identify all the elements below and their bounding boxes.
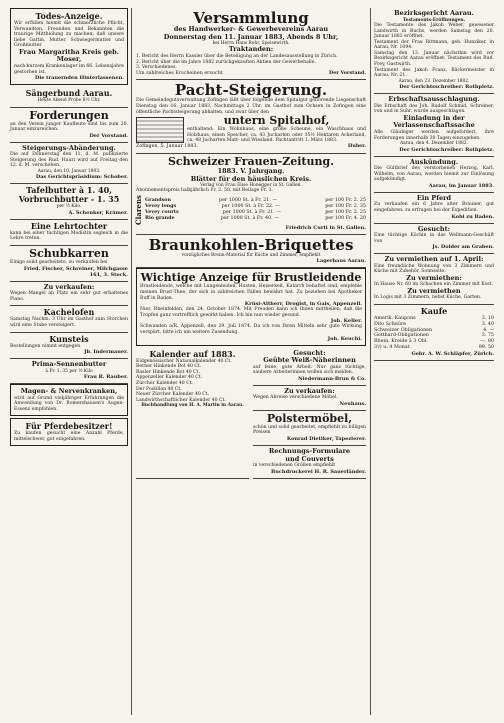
ad-title: Gesucht:	[417, 224, 451, 233]
ad-item: 2. Bericht über die im Jahre 1882 zurückgekauften Aktien der Gewerbehalle.	[136, 59, 316, 65]
ad-text: Die Erbschaft des Joh. Rudolf Schmid, Schreiner, von und in Suhr, wurde ausgeschlagen.	[374, 103, 494, 115]
ad-title: Sängerbund Aarau.	[25, 88, 113, 99]
price-cell: Vevey longs	[145, 203, 177, 210]
kalender-list	[136, 359, 249, 404]
ad-text: an den Verein junger Kaufleute sind bis zum 20. Januar einzureichen.	[10, 121, 128, 133]
ad-text: Bestellungen nimmt entgegen	[10, 343, 81, 349]
column-divider	[370, 8, 371, 715]
kaufe-cell: —. 80	[480, 339, 494, 345]
kalender-item: Der Postillon 40 Ct.	[136, 386, 182, 392]
ad-item: 1. Bericht des Herrn Kassier über die Beteiligung an der Landesausstellung in Zürich.	[136, 53, 338, 59]
ad-signature: Konrad Dietiker, Tapezierer.	[286, 436, 366, 443]
ad-title: Todes-Anzeige.	[35, 11, 103, 21]
ad-item: Testament des Jakob Franz, Bäckermeister in Aarau, Nr. 21.	[374, 67, 494, 79]
ad-title: Einladung in der Verlassenschaftssache	[393, 113, 475, 130]
ad-text: schön und solid gearbeitet, empfiehlt zu billigen Preisen	[253, 424, 366, 436]
kaufe-cell: Schweizer Obligationen	[374, 327, 433, 333]
ad-footer	[136, 71, 366, 77]
ad-title: Prima-Sennenbutter	[31, 360, 107, 369]
ad-side-label: Clarens	[134, 195, 143, 226]
ad-text: Heute Abend Probe 8½ Uhr.	[37, 98, 101, 104]
ad-title: Steigerungs-Abänderung.	[22, 143, 116, 152]
ad-title: Wichtige Anzeige für Brustleidende	[140, 271, 362, 285]
erbschaft-ad	[374, 94, 494, 156]
ad-signature: Gebr. A. W. Schläpfer, Zürich.	[411, 350, 494, 357]
kaufe-cell: Gotthard-Obligationen	[374, 333, 429, 339]
ad-subtitle: vorzügliches Brenn-Material für Küche und Zimmer, empfiehlt	[181, 253, 321, 259]
price-cell: per 100 Fr. 2. 25	[325, 198, 366, 204]
ad-signature: Der Vorstand.	[329, 69, 366, 76]
kaufe-ad	[374, 305, 494, 361]
ad-item: Die Testamente des Jakob Weber, gewesener Landwirth in Buchs, werden Samstag den 20. Januar 1883 eröffnet.	[374, 22, 494, 40]
frauen-zeitung-ad	[136, 154, 366, 235]
ad-subtitle: Testaments-Eröffnungen.	[402, 17, 466, 23]
ad-title: Forderungen	[29, 108, 109, 122]
ad-text: Wegen Abreise verschiedene Möbel.	[253, 395, 338, 401]
ad-subtitle: und Couverts	[285, 454, 334, 463]
ad-signature: Der Gerichtsschreiber: Rothpletz.	[399, 84, 494, 91]
kalender-item: Zürcher Kalender 40 Ct.	[136, 380, 194, 386]
ad-footer	[136, 144, 366, 150]
ad-text: Die Gemeindegutsverwaltung Zofingen läßt über folgende dem Spitalgut gehörende Liegenschaft Dienstag den 16. Januar 1883, Nachmittags 2 Uhr, im Gasthof zum Ochsen in Zofingen eine öffentliche Pachtsteigerung abhalten, und zwar über den	[136, 98, 366, 115]
tafelbutter-ad	[10, 184, 128, 219]
ad-signature: Lagerhaus Aarau.	[316, 258, 366, 265]
cigar-prices	[136, 195, 366, 225]
ad-text: in verschiedenen Größen empfiehlt	[253, 463, 336, 469]
pferd-ad	[374, 193, 494, 224]
ad-signature: Kobi zu Baden.	[451, 213, 494, 220]
ad-subtitle: 1883. V. Jahrgang.	[217, 167, 285, 176]
ad-signature: Buchhandlung von H. A. Martin in Aarau.	[141, 403, 244, 409]
ad-date: Aarau, den 10. Januar 1883.	[37, 169, 101, 175]
todes-anzeige	[10, 8, 128, 85]
ad-signature: Aarau, im Januar 1883.	[428, 182, 494, 189]
verkaufen2-ad	[253, 386, 366, 411]
ad-subtitle: des Handwerker- & Gewerbevereins Aarau	[173, 25, 329, 33]
testimonial-signature: Joh. Keuchi.	[327, 335, 362, 342]
ad-text: Wegen Mangel an Platz ein sehr gut erhaltenes Piano.	[10, 291, 128, 302]
testimonial-text: Schwanden a/R. Appenzell, den 29. Juli 1874. Da ich von Ihren Mitteln sehr gute Wirkung verspürt, bitte ich um weitere Zusendung.	[140, 324, 362, 335]
ad-title: Kunsteis	[49, 333, 89, 344]
ad-signature: Die trauernden Hinterlassenen.	[34, 75, 124, 82]
gesucht-ad	[253, 348, 366, 386]
ad-title: Für Pferdebesitzer!	[25, 421, 113, 432]
pacht-ad	[136, 80, 366, 154]
ad-title: Zu vermiethen:	[406, 273, 462, 282]
price-cell: per 100 Fr. 2. 35	[325, 204, 366, 210]
ad-title: Braunkohlen-Briquettes	[148, 236, 354, 255]
ad-title: Kaufe	[420, 306, 448, 317]
ad-signature: Krüsi-Altherr, Drogist, in Gais, Appenzell.	[244, 301, 362, 308]
price-table	[145, 198, 366, 221]
ad-title: Polstermöbel,	[266, 411, 353, 425]
ad-text: kann bei einer tüchtigen Modistin sogleich in die Lehre treten.	[10, 230, 128, 242]
ad-text: Samstag Nachm. 3 Uhr im Gasthof zum Storchen wird eine Stube versteigert.	[10, 317, 128, 328]
kunsteis-ad	[10, 333, 128, 360]
bottom-row	[136, 348, 366, 479]
ad-title: Rechnungs-Formulare	[268, 447, 351, 456]
ad-title: Schweizer Frauen-Zeitung.	[167, 155, 335, 169]
right-column	[374, 8, 494, 715]
kaufe-cell: Dito Schnüre	[374, 321, 407, 327]
farmhouse-illustration	[136, 117, 184, 143]
left-column	[10, 8, 128, 715]
ad-date: Aarau, den 23. Dezember 1882.	[398, 78, 470, 84]
column-divider	[131, 8, 132, 715]
ad-title: Versammlung	[193, 9, 309, 27]
ad-title: Pacht-Steigerung.	[174, 81, 328, 100]
ad-title: Zu vermiethen	[407, 286, 461, 295]
ad-name: Frau Margaritha Kreis geb. Moser,	[19, 47, 119, 64]
ad-text: Zu kaufen gesucht eine Anzahl Pferde, mittelschwer, gut eingefahren.	[14, 431, 124, 442]
ad-text: In Logis mit 3 Zimmern, nebst Küche, Garten.	[374, 295, 482, 301]
rechnungs-ad	[253, 446, 366, 479]
saenger-ad	[10, 87, 128, 107]
kalender-item: Berner Hinkende Bot 40 Ct.	[136, 364, 202, 370]
price-cell: Grandson	[145, 197, 171, 204]
bottom-right-stack	[253, 348, 366, 479]
ad-text: Die auf Donnerstag den 11. d. M. publizierte Steigerung des Rud. Hauri wird auf Freitag den 12. d. M. verschoben.	[10, 152, 128, 169]
verkaufen-ad	[10, 282, 128, 307]
kachelofen-ad	[10, 306, 128, 332]
price-cell: per 100 Fr. 4. 20	[325, 215, 366, 221]
price-cell: per 1000 St. à Fr. 40. —	[220, 215, 279, 221]
ad-text: Alle Gläubiger werden aufgefordert, ihre Forderungen innerhalb 30 Tagen einzugeben.	[374, 129, 494, 141]
kaufe-cell: 3. 75	[481, 333, 494, 339]
versammlung-ad	[136, 8, 366, 80]
kaufe-cell: Rhein. Kreide à 3 Obl.	[374, 339, 428, 345]
price-cell: per 100 Fr. 2. 25	[325, 210, 366, 216]
ad-subtitle: Geübte Weiß-Näherinnen	[263, 356, 356, 365]
ad-place: Zofingen, 5. Januar 1883.	[136, 144, 199, 150]
ad-title: Auskündung.	[409, 157, 459, 166]
kaufe-cell: 4. —	[483, 327, 494, 333]
sonnenbutter-ad	[10, 359, 128, 384]
braunkohlen-ad	[136, 235, 366, 268]
kaufe-cell: 3½ u. 4 Monat	[374, 345, 410, 351]
vermiethen-ad	[374, 254, 494, 305]
forderungen-ad	[10, 108, 128, 143]
ad-text: per ½ Kilo.	[56, 204, 82, 210]
ad-text: Einige solid gearbeitete, zu verkaufen bei	[10, 260, 108, 266]
ad-item: Samstag den 13. Januar nächsthin wird vor Bezirksgericht Aarau eröffnet: Testament des Rud. Frey, Gastwirth.	[374, 50, 494, 68]
ad-item: Testament der Frau Rittmann, geb. Hunziker, in Aarau, Nr. 1094.	[374, 39, 494, 51]
ad-signature: Jb. Indermauer.	[84, 349, 128, 356]
ad-title: Zu verkaufen:	[284, 386, 335, 395]
ad-title: Zu verkaufen:	[43, 282, 95, 291]
gesucht-right-ad	[374, 224, 494, 255]
magen-ad	[10, 384, 128, 416]
testimonial-text: Nier, Rheinfelden, den 24. October 1874. Mit Freuden kann ich Ihnen mittheilen, daß die Tropfen ganz vortrefflich gewirkt haben. Ich bin nun wieder gesund.	[140, 307, 362, 318]
ad-title: Kalender auf 1883.	[149, 348, 236, 359]
ad-text: Eine tüchtige Köchin in das Wellmann-Geschäft von	[374, 233, 494, 244]
ad-signature: A. Schenker, Krämer.	[68, 209, 128, 216]
kalender-item: Basler Hinkende Bot 40 Ct.	[136, 369, 200, 375]
ad-publisher: Verlag von Frau Elise Honegger in St. Gallen.	[200, 183, 302, 189]
kaufe-cell: Amerik. Kaupons	[374, 316, 416, 322]
price-row	[145, 216, 366, 222]
ad-text: wird auf Grund vieljähriger Erfahrungen die Anwendung von Dr. Romershausen's Augen-Essenz empfohlen.	[14, 395, 124, 412]
ad-text: Eine freundliche Wohnung von 3 Zimmern und Küche mit Zubehör, Sonnseite.	[374, 263, 494, 275]
price-cell: Rio grande	[145, 214, 175, 221]
steigerung-ad	[10, 143, 128, 185]
kaufe-cell: 99. 50	[478, 345, 494, 351]
price-cell: per 1000 St. à Fr. 22. —	[221, 204, 280, 210]
kaufe-list	[374, 316, 494, 351]
aufkuendung-ad	[374, 157, 494, 193]
ad-title: Vorbruchbutter - 1. 35	[18, 194, 120, 205]
ad-text: nach kurzem Krankenlager im 66. Lebensjahre gestorben ist.	[14, 63, 124, 75]
ad-highlight: untern Spitalhof,	[223, 114, 330, 128]
pferde-ad	[10, 418, 128, 446]
ad-text: Zu verkaufen ein 6 Jahre alter Brauner, gut eingefahren; zu erfragen bei der Expedition.	[374, 202, 494, 213]
polster-ad	[253, 411, 366, 446]
ad-date: Aarau, den 4. Dezember 1882.	[399, 141, 468, 147]
ad-title: Zu vermiethen auf 1. April:	[384, 255, 484, 264]
kalender-item: Appenzeller Kalender 40 Ct.	[136, 375, 203, 381]
kalender-ad	[136, 348, 249, 479]
kalender-item: Neuer Zürcher Kalender 40 Ct.	[136, 392, 210, 398]
middle-column	[136, 8, 366, 715]
ad-title: Kachelofen	[43, 307, 95, 318]
ad-title: Eine Lehrtochter	[30, 220, 108, 231]
kaufe-cell: 3. 10	[481, 316, 494, 322]
ad-title: Bezirksgericht Aarau.	[394, 9, 474, 17]
ad-title: Magen- & Nervenkranken,	[20, 387, 118, 395]
ad-note: Um zahlreiches Erscheinen ersucht	[136, 70, 223, 76]
ad-text: enthaltend: Ein Wohnhaus, eine große Scheune, ein Waschhaus und Holzhaus, einen Speicher, ca. 43 Jucharten oder 15½ Hektaren Ackerland, ca. 48 Jucharten Matt- und Wiesland. Pachtantritt 1. März 1883.	[187, 127, 366, 144]
ad-signature: Niedermann-Brun & Co.	[298, 375, 366, 382]
ad-text: à Fr. 1. 35 per ½ Kilo	[45, 368, 93, 374]
ad-signature: Buchdruckerei H. R. Sauerländer.	[271, 468, 366, 475]
bezirk-ad	[374, 8, 494, 94]
ad-title: Erbschaftsausschlagung.	[388, 95, 480, 104]
ad-signature: Friedrich Curti in St. Gallen.	[285, 225, 366, 232]
ad-signature: Neuhaus.	[339, 400, 366, 407]
lehrtochter-ad	[10, 220, 128, 246]
ad-signature: Huber.	[347, 143, 366, 150]
ad-when: Donnerstag den 11. Januar 1883, Abends 8 Uhr,	[163, 32, 339, 41]
price-cell: per 1000 St. à Fr. 21. —	[222, 210, 282, 216]
kalender-item: Eidgenössischer Nationalkalender 40 Ct.	[136, 358, 232, 364]
ad-title: Ein Pferd	[416, 193, 452, 202]
ad-text: auf feine, gute Arbeit. Nur ganz tüchtige, saubere Arbeiterinnen wollen sich melden.	[253, 364, 366, 376]
ad-text: Brustleidende, welche mit Lungenleiden, Husten, Heiserkeit, Katarrh behaftet sind, empfehle meinen Brust-Thee, der sich in zahlreichen Fällen bewährt hat. Zu beziehen bei Apotheker Ruff in Baden.	[140, 284, 362, 301]
ad-signature: Frau R. Rauber.	[83, 374, 128, 380]
price-cell: Vevey courts	[145, 209, 179, 216]
ad-signature: Der Gerichtsschreiber: Rothpletz.	[399, 146, 494, 153]
testimonial-signature: Joh. Keller.	[330, 318, 362, 325]
ad-section-title: Traktanden:	[228, 45, 274, 54]
ad-where: bei Herrn Hans Rohr, Speisewirth.	[212, 41, 290, 46]
ad-text: Abonnementspreis halbjährlich Fr. 2. 50, mit Beilage Fr. 3.	[136, 188, 274, 194]
ad-signature: Fried. Fischer, Schreiner, Milchgasse 161, 3. Stock.	[23, 265, 128, 278]
ad-title: Schubkarren	[29, 247, 109, 261]
ad-text: Die Gültbrief des verstorbenen Herzog, Karl, Wilhelm, von Aarau, werden hiemit zur Einlösung aufgekündigt.	[374, 166, 494, 183]
ad-item: 3. Verschiedenes.	[136, 65, 177, 71]
ad-signature: Js. Dolder am Graben.	[432, 244, 494, 251]
kalender-item: Landwirthschaftlicher Kalender 40 Ct.	[136, 397, 226, 403]
ad-title: Tafelbutter à 1. 40,	[26, 185, 112, 196]
ad-title: Gesucht:	[293, 348, 326, 357]
ad-text: In Hause Nr. 60 im Schachen ein Zimmer mit Kost.	[374, 282, 494, 288]
brustleidende-ad	[136, 268, 366, 345]
ad-text: Wir erfüllen hiemit die schmerzliche Pflicht, Verwandten, Freunden und Bekannten die traurige Mittheilung zu machen, daß unsere liebe Gattin, Mutter, Schwiegermutter und Großmutter	[14, 21, 124, 49]
ad-subtitle: Blätter für den häuslichen Kreis.	[190, 174, 312, 183]
schubkarren-ad	[10, 246, 128, 282]
ad-signature: Der Vorstand.	[89, 132, 128, 139]
kaufe-cell: 3. 40	[481, 321, 494, 327]
price-cell: per 1000 St. à Fr. 21. —	[219, 198, 278, 204]
ad-signature: Das Gerichtspräsidium: Schober.	[35, 174, 128, 181]
